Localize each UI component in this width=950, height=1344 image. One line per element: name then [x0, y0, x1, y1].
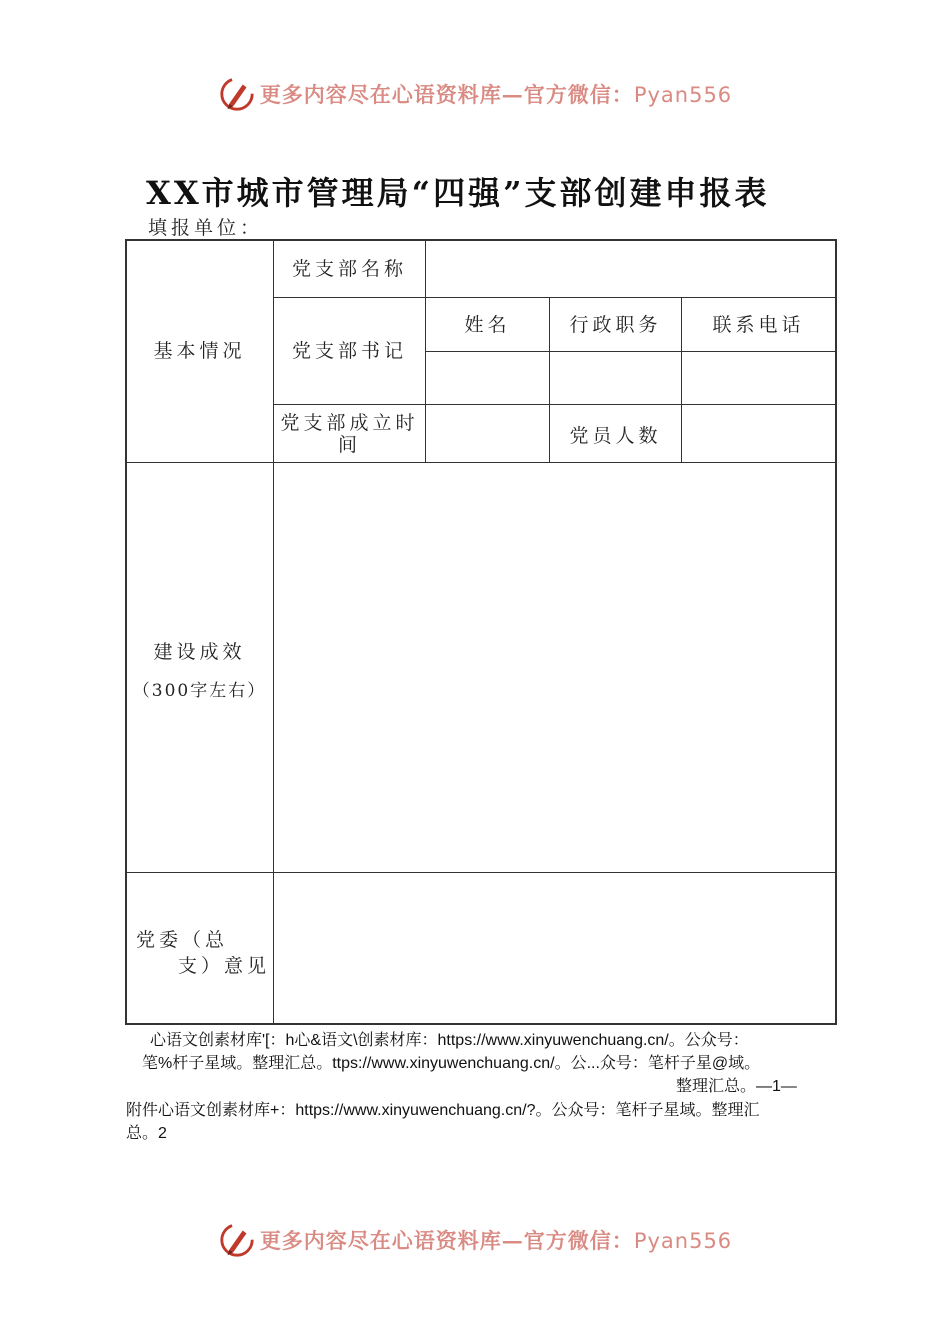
footer-line-3: 整理汇总。—1— — [676, 1078, 797, 1095]
founding-time-line2: 间 — [337, 433, 361, 456]
committee-line2: 支）意见 — [178, 955, 271, 977]
bottom-banner — [0, 1218, 950, 1262]
header-position: 行政职务 — [569, 313, 662, 336]
input-secretary-position[interactable] — [550, 352, 681, 404]
page-title: XX市城市管理局“四强”支部创建申报表 — [146, 174, 770, 212]
input-branch-name[interactable] — [426, 240, 835, 297]
footer-line-5: 总。2 — [126, 1125, 167, 1142]
input-secretary-phone[interactable] — [682, 352, 835, 404]
banner-wechat: Pyan556 — [633, 1229, 733, 1253]
committee-line1: 党委（总 — [136, 929, 229, 951]
label-branch-name: 党支部名称 — [291, 257, 407, 280]
footer-line-1: 心语文创素材库'[：h心&语文\创素材库：https://www.xinyuwenchuang.cn/。公众号： — [150, 1032, 749, 1049]
banner-text: 更多内容尽在心语资料库—官方微信：Pyan556 — [259, 82, 733, 107]
label-basic-info: 基本情况 — [153, 340, 246, 362]
banner-text: 更多内容尽在心语资料库—官方微信：Pyan556 — [259, 1228, 733, 1253]
input-founding-time[interactable] — [426, 405, 549, 462]
label-founding-time — [274, 405, 425, 462]
footer-line-2: 笔%杆子星域。整理汇总。ttps://www.xinyuwenchuang.cn/。公...众号：笔杆子星@域。 — [142, 1055, 761, 1072]
header-phone: 联系电话 — [712, 313, 805, 336]
frame-right — [835, 239, 837, 1025]
input-secretary-name[interactable] — [426, 352, 549, 404]
footer-line-4: 附件心语文创素材库+：https://www.xinyuwenchuang.cn/?。公众号：笔杆子星域。整理汇 — [126, 1102, 760, 1119]
label-member-count: 党员人数 — [569, 425, 662, 447]
frame-bottom — [125, 1023, 837, 1025]
label-results-hint: （300字左右） — [132, 681, 267, 701]
header-name: 姓名 — [464, 313, 511, 336]
input-member-count[interactable] — [682, 405, 835, 462]
banner-wechat: Pyan556 — [633, 83, 733, 107]
pen-logo-icon — [218, 1221, 256, 1259]
founding-time-line1: 党支部成立时 — [280, 411, 419, 434]
input-results[interactable] — [274, 463, 835, 872]
label-branch-secretary: 党支部书记 — [291, 340, 407, 362]
label-results: 建设成效 — [153, 641, 246, 663]
label-committee-opinion — [136, 927, 276, 979]
input-committee-opinion[interactable] — [274, 873, 835, 1023]
unit-label: 填报单位： — [148, 217, 264, 239]
